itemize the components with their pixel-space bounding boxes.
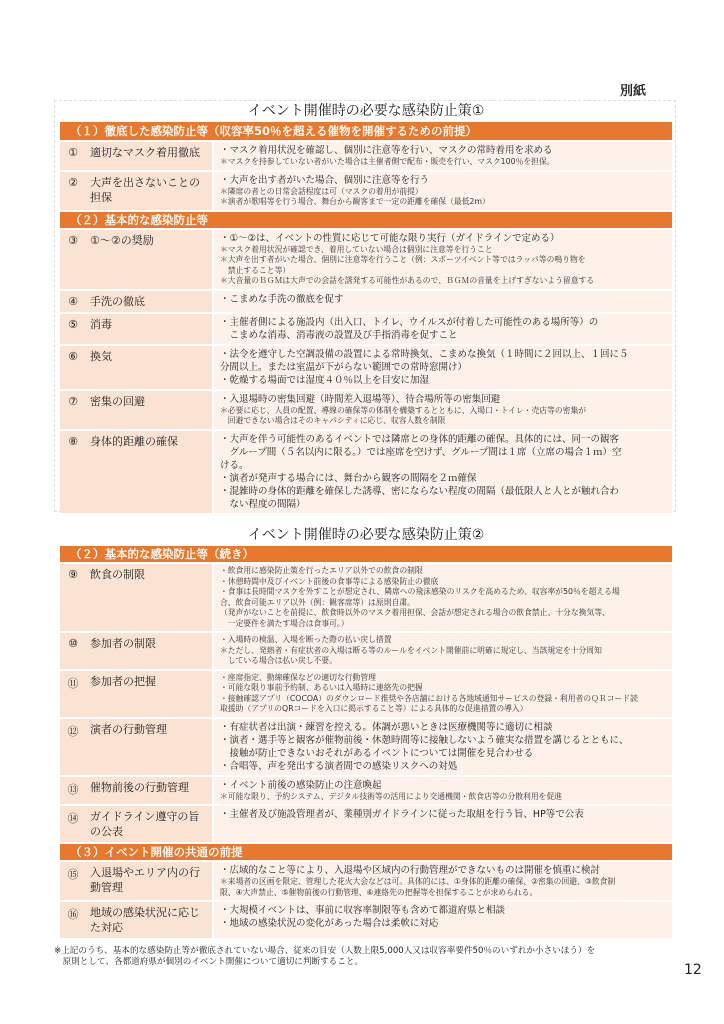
row-body <box>214 230 672 289</box>
body-line: ・イベント前後の感染防止の注意喚起 <box>220 779 382 791</box>
body-line: ない程度の間隔） <box>220 498 306 510</box>
row-number: ⑨ <box>68 568 78 581</box>
body-line: こまめな消毒、消毒液の設置及び手指消毒を促すこと <box>220 329 458 341</box>
table-row <box>60 564 672 633</box>
note-line: ＊可能な限り、予約システム、デジタル技術等の活用により交通機関・飲食店等の分散利用を促進 <box>220 791 563 801</box>
row-label: 大声を出さないことの担保 <box>86 172 214 210</box>
table1-group-a <box>60 142 672 212</box>
row-label: 入退場やエリア内の行動管理 <box>86 862 214 900</box>
row-body <box>214 172 672 210</box>
note-line: ・座席指定、動線確保などの適切な行動管理 <box>220 672 376 682</box>
table-row <box>60 142 672 172</box>
table-row <box>60 391 672 431</box>
table-row <box>60 777 672 807</box>
row-body <box>214 314 672 344</box>
row-label: 参加者の制限 <box>86 633 214 669</box>
body-line: ・有症状者は出演・練習を控える。体調が悪いときは医療機関等に適切に相談 <box>220 721 553 733</box>
row-number: ⑦ <box>68 394 78 408</box>
note-line: ＊演者が歌唱等を行う場合、舞台から観客まで一定の距離を確保（最低2m） <box>220 197 490 206</box>
annex-label: 別紙 <box>620 84 647 99</box>
note-line: ＊ただし、発熱者・有症状者の入場は断る等のルールをイベント開催前に明確に規定し、当該規定を十分周知 <box>220 645 602 655</box>
table2-group-a <box>60 564 672 844</box>
row-number: ③ <box>68 233 78 247</box>
note-line: ＊マスク着用状況が確認でき、着用していない場合は個別に注意等を行うこと <box>220 244 493 254</box>
row-body <box>214 633 672 669</box>
body-line: ・入退場時の密集回避（時間差入退場等）、待合場所等の密集回避 <box>220 393 501 405</box>
note-line: している場合は払い戻し不要。 <box>220 656 337 665</box>
note-line: 回避できない場合はそのキャパシティに応じ、収容人数を制限 <box>220 416 446 425</box>
table-row <box>60 431 672 515</box>
row-label: 飲食の制限 <box>86 564 214 631</box>
note-line: ・食事は長時間マスクを外すことが想定され、隣席への飛沫感染のリスクを高めるため、収容率が50％を超える場 <box>220 587 620 596</box>
note-line: ・休憩時間中及びイベント前後の食事等による感染防止の徹底 <box>220 576 439 586</box>
row-number: ⑯ <box>67 908 79 921</box>
note-line: ＊大声を出す者がいた場合、個別に注意等を行うこと（例：スポーツイベント等ではラッパ等の鳴り物を <box>220 255 586 264</box>
body-line: ・地域の感染状況の変化があった場合は柔軟に対応 <box>220 918 439 929</box>
row-number: ② <box>68 175 78 189</box>
row-label: 身体的距離の確保 <box>86 431 214 513</box>
table-row <box>60 633 672 671</box>
table-row <box>60 719 672 777</box>
row-number: ⑫ <box>67 724 79 738</box>
row-label: ①～②の奨励 <box>86 230 214 289</box>
row-label: 消毒 <box>86 314 214 344</box>
row-label: 参加者の把握 <box>86 671 214 717</box>
note-line: 合、飲食可能エリア以外（例：観客席等）は原則自粛。 <box>220 597 415 607</box>
note-line: ・可能な限り事前予約制、あるいは入場時に連絡先の把握 <box>220 683 423 692</box>
row-body <box>214 806 672 842</box>
table2-section-header-2: （３）イベント開催の共通の前提 <box>60 844 672 862</box>
body-line: 分間以上。または室温が下がらない範囲での常時窓開け） <box>220 361 468 373</box>
note-line: ＊必要に応じ、人員の配置、導線の確保等の体制を構築するとともに、入場口・トイレ・売店等の密集が <box>220 405 587 415</box>
table1 <box>60 100 672 515</box>
table2 <box>60 524 672 940</box>
row-number: ⑪ <box>67 676 79 690</box>
row-label: ガイドライン遵守の旨の公表 <box>86 806 214 842</box>
row-number: ⑧ <box>68 434 78 448</box>
table1-section-header-2: （２）基本的な感染防止等 <box>60 212 672 230</box>
table-row <box>60 862 672 902</box>
table-row <box>60 902 672 940</box>
row-body <box>214 862 672 900</box>
row-number: ① <box>68 146 78 159</box>
row-label: 換気 <box>86 346 214 389</box>
body-line: ・①～②は、イベントの性質に応じて可能な限り実行（ガイドラインで定める） <box>220 232 560 244</box>
body-line: ・合唱等、声を発出する演者間での感染リスクへの対処 <box>220 760 458 772</box>
table-row <box>60 291 672 314</box>
row-number: ⑮ <box>67 868 79 881</box>
body-line: ・広域的なこと等により、入退場や区域内の行動管理ができないものは開催を慎重に検討 <box>220 865 601 876</box>
footnote-line: 原則として、各都道府県が個別のイベント開催について適切に判断すること。 <box>54 957 364 967</box>
row-number: ⑬ <box>67 782 79 796</box>
row-number: ⑥ <box>68 349 78 363</box>
table-row <box>60 806 672 844</box>
body-line: 接触が防止できないおそれがあるイベントについては開催を見合わせる <box>220 747 534 759</box>
body-line: ・大声を出す者がいた場合、個別に注意等を行う <box>220 174 430 186</box>
body-line: ・こまめな手洗の徹底を促す <box>220 293 344 305</box>
row-body <box>214 777 672 805</box>
table2-title: イベント開催時の必要な感染防止策② <box>247 527 485 543</box>
note-line: ・飲食用に感染防止策を行ったエリア以外での飲食の制限 <box>220 566 423 575</box>
row-body <box>214 142 672 170</box>
row-number: ⑩ <box>68 637 78 650</box>
row-body <box>214 291 672 312</box>
row-body <box>214 346 672 389</box>
body-line: ・主催者及び施設管理者が、業種別ガイドラインに従った取組を行う旨、HP等で公表 <box>220 809 584 820</box>
row-label: 演者の行動管理 <box>86 719 214 775</box>
note-line: 取援助（アプリのQRコードを入口に掲示すること等）による具体的な促進措置の導入） <box>220 704 528 713</box>
body-line: ・演者が発声する場合には、舞台から観客の間隔を２ｍ確保 <box>220 472 477 484</box>
body-line: ・混雑時の身体的距離を確保した誘導、密にならない程度の間隔（最低限人と人とが触れ合わ <box>220 485 620 497</box>
footnote-line: ※上記のうち、基本的な感染防止等が徹底されていない場合、従来の目安（人数上限5,000人又は収容率要件50％のいずれか小さいほう）を <box>54 946 596 956</box>
note-line: ＊大音量のＢＧＭは大声での会話を誘発する可能性があるので、ＢＧＭの音量を上げすぎないよう留意する <box>220 276 595 285</box>
body-line: グループ間（５名以内に限る。）では座席を空けず、グループ間は１席（立席の場合１ｍ）空 <box>220 446 622 458</box>
note-line: （発声がないことを前提に、飲食時以外のマスク着用担保、会話が想定される場合の飲食禁止、十分な換気等、 <box>220 608 610 617</box>
row-label: 手洗の徹底 <box>86 291 214 312</box>
note-line: ＊隣席の者との日常会話程度は可（マスクの着用が前提） <box>220 186 423 196</box>
row-label: 催物前後の行動管理 <box>86 777 214 805</box>
note-line: ＊来場者の区画を限定、管理した花火大会などは可。具体的には、①身体的距離の確保、②密集の回避、③飲食制 <box>220 877 616 886</box>
body-line: ・演者・選手等と観客が催物前後・休憩時間等に接触しないよう確実な措置を講じるとともに、 <box>220 734 629 746</box>
row-number: ⑤ <box>68 317 78 331</box>
body-line: ・マスク着用状況を確認し、個別に注意等を行い、マスクの常時着用を求める <box>220 145 553 156</box>
note-line: ・接触確認アプリ（COCOA）のダウンロード推奨や各店舗における各地域通知サービスの登録・利用者のＱＲコード読 <box>220 693 638 703</box>
footnote <box>54 946 674 968</box>
row-body <box>214 719 672 775</box>
row-label: 密集の回避 <box>86 391 214 429</box>
table1-group-b <box>60 230 672 515</box>
row-number: ⑭ <box>67 812 79 825</box>
row-label: 適切なマスク着用徹底 <box>86 142 214 170</box>
note-line: 一定要件を満たす場合は食事可。） <box>220 618 349 628</box>
table2-section-header-1: （２）基本的な感染防止等（続き） <box>60 546 672 564</box>
body-line: ける。 <box>220 459 249 471</box>
row-body <box>214 431 672 513</box>
table-row <box>60 671 672 719</box>
table1-section-header-1: （１）徹底した感染防止等（収容率50％を超える催物を開催するための前提） <box>60 122 672 142</box>
table-row <box>60 346 672 391</box>
row-body <box>214 564 672 631</box>
note-line: 限、④大声禁止、⑤催物前後の行動管理、⑥連絡先の把握等を担保することが求められる。 <box>220 887 538 897</box>
note-line: ＊マスクを持参していない者がいた場合は主催者側で配布・販売を行い、マスク100％を担保。 <box>220 157 555 166</box>
body-line: ・大規模イベントは、事前に収容率制限等も含めて都道府県と相談 <box>220 905 506 916</box>
table2-group-b <box>60 862 672 940</box>
body-line: ・主催者側による施設内（出入口、トイレ、ウイルスが付着した可能性のある場所等）の <box>220 316 599 328</box>
body-line: ・法令を遵守した空調設備の設置による常時換気、こまめな換気（１時間に２回以上、１回に５ <box>220 348 629 360</box>
table-row <box>60 230 672 291</box>
table-row <box>60 314 672 346</box>
row-body <box>214 902 672 938</box>
note-line: 禁止すること等） <box>220 265 291 275</box>
table-row <box>60 172 672 212</box>
row-body <box>214 391 672 429</box>
table1-title: イベント開催時の必要な感染防止策① <box>247 103 485 119</box>
row-body <box>214 671 672 717</box>
body-line: ・乾燥する場面では湿度４０％以上を目安に加湿 <box>220 374 430 386</box>
body-line: ・大声を伴う可能性のあるイベントでは隣席との身体的距離の確保。具体的には、同一の観客 <box>220 433 620 445</box>
row-label: 地域の感染状況に応じた対応 <box>86 902 214 938</box>
row-number: ④ <box>68 294 78 308</box>
note-line: ・入場時の検温、入場を断った際の払い戻し措置 <box>220 635 392 644</box>
page-number: 12 <box>684 962 702 978</box>
